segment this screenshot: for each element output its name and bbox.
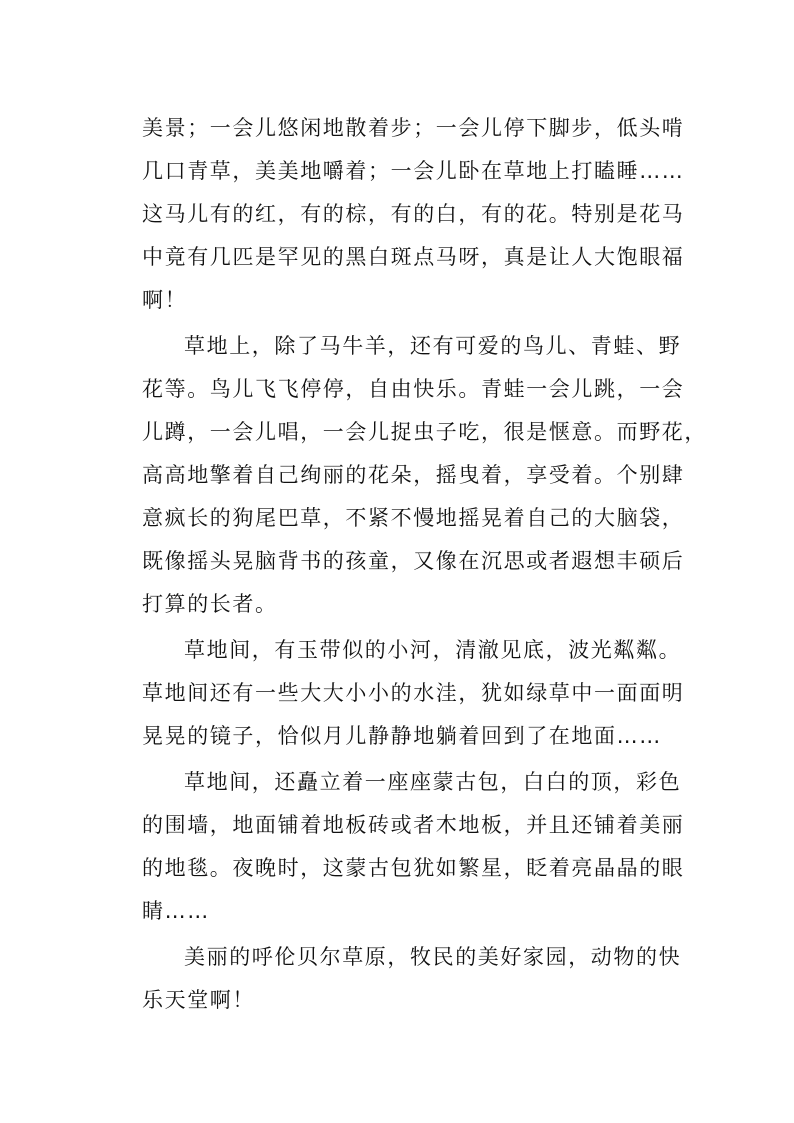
paragraph-start-line: 草地间，还矗立着一座座蒙古包，白白的顶，彩色 (184, 770, 682, 794)
paragraph-start-line: 草地间，有玉带似的小河，清澈见底，波光粼粼。 (184, 638, 682, 662)
paragraph-start-line: 美丽的呼伦贝尔草原，牧民的美好家园，动物的快 (184, 945, 682, 969)
text-line: 打算的长者。 (142, 592, 278, 616)
text-line: 几口青草，美美地嚼着；一会儿卧在草地上打瞌睡…… (142, 159, 685, 183)
text-line: 啊！ (142, 288, 188, 312)
text-line: 中竟有几匹是罕见的黑白斑点马呀，真是让人大饱眼福 (142, 245, 685, 269)
text-line: 草地间还有一些大大小小的水洼，犹如绿草中一面面明 (142, 681, 685, 705)
paragraph-start-line: 草地上，除了马牛羊，还有可爱的鸟儿、青蛙、野 (184, 334, 682, 358)
text-line: 高高地擎着自己绚丽的花朵，摇曳着，享受着。个别肆 (142, 463, 685, 487)
text-line: 花等。鸟儿飞飞停停，自由快乐。青蛙一会儿跳，一会 (142, 377, 685, 401)
text-line: 儿蹲，一会儿唱，一会儿捉虫子吃，很是惬意。而野花， (142, 420, 707, 444)
text-line: 睛…… (142, 899, 210, 923)
text-line: 意疯长的狗尾巴草，不紧不慢地摇晃着自己的大脑袋， (142, 506, 685, 530)
text-line: 晃晃的镜子，恰似月儿静静地躺着回到了在地面…… (142, 724, 662, 748)
text-line: 既像摇头晃脑背书的孩童，又像在沉思或者遐想丰硕后 (142, 549, 685, 573)
text-line: 美景；一会儿悠闲地散着步；一会儿停下脚步，低头啃 (142, 116, 685, 140)
text-line: 乐天堂啊！ (142, 988, 255, 1012)
text-line: 的地毯。夜晚时，这蒙古包犹如繁星，眨着亮晶晶的眼 (142, 856, 685, 880)
text-line: 这马儿有的红，有的棕，有的白，有的花。特别是花马 (142, 202, 685, 226)
text-line: 的围墙，地面铺着地板砖或者木地板，并且还铺着美丽 (142, 813, 685, 837)
